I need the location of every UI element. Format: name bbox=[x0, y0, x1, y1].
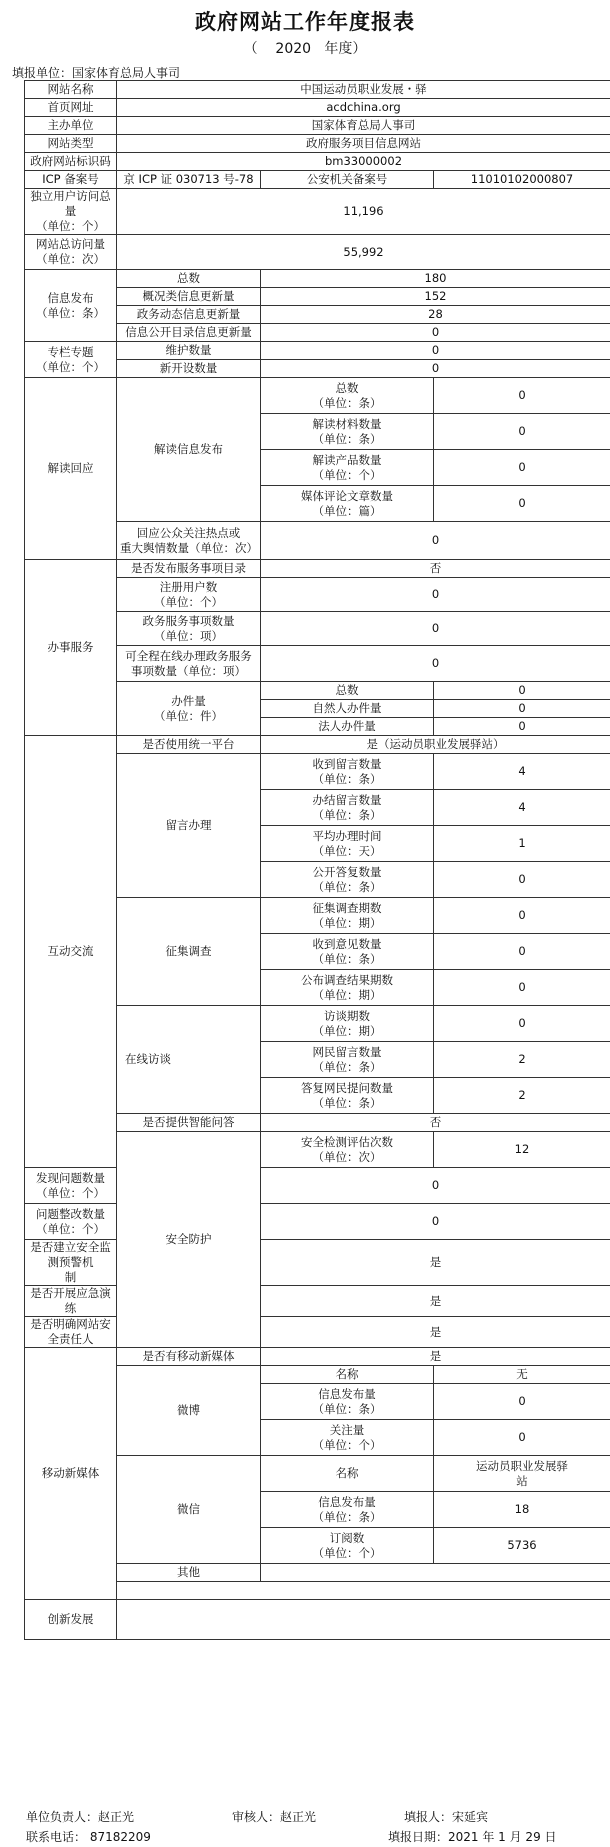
value: 0 bbox=[434, 718, 610, 736]
row-sec-found bbox=[25, 1168, 610, 1204]
label-line: 安全检测评估次数 bbox=[301, 1134, 393, 1149]
value: 否 bbox=[261, 560, 610, 578]
value: 4 bbox=[434, 790, 610, 826]
label: 是否明确网站安全责任人 bbox=[25, 1317, 117, 1348]
label-line: 办结留言数量 bbox=[312, 792, 382, 807]
row-topic-maintain bbox=[25, 342, 610, 360]
value: 0 bbox=[261, 578, 610, 612]
label bbox=[117, 612, 261, 646]
value: 0 bbox=[434, 450, 610, 486]
label-line: 是否建立安全监测预警机 bbox=[30, 1240, 111, 1269]
label-line: 注册用户数 bbox=[159, 579, 218, 594]
unit-line: （单位：条） bbox=[312, 1095, 382, 1110]
row-sec-owner bbox=[25, 1317, 610, 1348]
value: 政府服务项目信息网站 bbox=[117, 135, 610, 153]
value: 0 bbox=[261, 360, 610, 378]
label bbox=[261, 1528, 434, 1564]
value: 11,196 bbox=[117, 189, 610, 235]
unit-line: （单位：个） bbox=[36, 219, 105, 233]
label-line: 征集调查期数 bbox=[312, 900, 382, 915]
label-line: 信息发布量 bbox=[318, 1386, 376, 1401]
label: 是否使用统一平台 bbox=[117, 736, 261, 754]
label: 维护数量 bbox=[117, 342, 261, 360]
row-info-total bbox=[25, 270, 610, 288]
label bbox=[261, 1078, 434, 1114]
label-line: 公开答复数量 bbox=[312, 864, 382, 879]
label bbox=[261, 1006, 434, 1042]
label bbox=[261, 1492, 434, 1528]
label-line: 答复网民提问数量 bbox=[301, 1080, 393, 1095]
value: 0 bbox=[261, 324, 610, 342]
label bbox=[261, 1042, 434, 1078]
row-sec-drill bbox=[25, 1286, 610, 1317]
label: 法人办件量 bbox=[261, 718, 434, 736]
label bbox=[117, 522, 261, 560]
sub-weibo: 微博 bbox=[117, 1366, 261, 1456]
value: acdchina.org bbox=[117, 99, 610, 117]
label bbox=[261, 450, 434, 486]
unit-line: （单位：件） bbox=[154, 708, 223, 723]
row-service-catalog bbox=[25, 560, 610, 578]
footer-reviewer: 审核人：赵正光 bbox=[232, 1810, 317, 1824]
value: 12 bbox=[434, 1132, 610, 1168]
value: 0 bbox=[434, 1384, 610, 1420]
row-innovation bbox=[25, 1600, 610, 1640]
value: 0 bbox=[434, 1006, 610, 1042]
section-interact: 互动交流 bbox=[25, 736, 117, 1168]
label bbox=[261, 790, 434, 826]
value: 4 bbox=[434, 754, 610, 790]
row-interact-platform bbox=[25, 736, 610, 754]
year-open: （ bbox=[243, 41, 258, 57]
section-topic bbox=[25, 342, 117, 378]
label-line: 收到留言数量 bbox=[312, 756, 382, 771]
value: 0 bbox=[434, 486, 610, 522]
label-line: 专栏专题 bbox=[47, 344, 94, 359]
sub-wechat: 微信 bbox=[117, 1456, 261, 1564]
unit-line: （单位：个） bbox=[312, 1545, 382, 1560]
unit-line: （单位：次） bbox=[36, 252, 105, 266]
label: 名称 bbox=[261, 1366, 434, 1384]
value: 0 bbox=[261, 612, 610, 646]
value: 0 bbox=[434, 934, 610, 970]
label: 其他 bbox=[117, 1564, 261, 1582]
label: 是否提供智能问答 bbox=[117, 1114, 261, 1132]
report-table bbox=[24, 80, 610, 1640]
value: 0 bbox=[261, 522, 610, 560]
value bbox=[434, 1456, 610, 1492]
row-uv bbox=[25, 189, 610, 235]
section-service: 办事服务 bbox=[25, 560, 117, 736]
row-pv bbox=[25, 235, 610, 270]
value: 京 ICP 证 030713 号-78 bbox=[117, 171, 261, 189]
label-line: 重大舆情数量（单位：次） bbox=[120, 540, 258, 555]
value-line: 站 bbox=[516, 1473, 528, 1488]
row-interpret-total bbox=[25, 378, 610, 414]
section-security: 安全防护 bbox=[117, 1132, 261, 1348]
unit-line: （单位：个） bbox=[312, 1437, 382, 1452]
label bbox=[261, 1132, 434, 1168]
label bbox=[261, 486, 434, 522]
label bbox=[261, 934, 434, 970]
label bbox=[261, 826, 434, 862]
label-line: 访谈期数 bbox=[324, 1008, 370, 1023]
value: 是 bbox=[261, 1240, 610, 1286]
value-line: 运动员职业发展驿 bbox=[476, 1458, 568, 1473]
reporting-unit: 填报单位：国家体育总局人事司 bbox=[12, 66, 181, 80]
value: 0 bbox=[261, 1168, 610, 1204]
label-line: 总数 bbox=[335, 380, 359, 395]
label: 是否开展应急演练 bbox=[25, 1286, 117, 1317]
section-innovation: 创新发展 bbox=[25, 1600, 117, 1640]
label-line: 解读材料数量 bbox=[312, 416, 382, 431]
label-line: 制 bbox=[64, 1270, 77, 1284]
label-line: 网站总访问量 bbox=[36, 237, 105, 251]
unit-line: （单位：条） bbox=[312, 879, 382, 894]
unit-line: （单位：条） bbox=[312, 951, 382, 966]
label-line: 回应公众关注热点或 bbox=[136, 525, 241, 540]
label-line: 可全程在线办理政务服务 bbox=[125, 648, 252, 663]
label-line: 问题整改数量 bbox=[36, 1206, 105, 1221]
spacer bbox=[117, 1582, 610, 1600]
label-line: 政务服务事项数量 bbox=[142, 613, 235, 628]
report-title: 政府网站工作年度报表 bbox=[195, 10, 415, 34]
report-year bbox=[0, 38, 610, 58]
label-line: 信息发布量 bbox=[318, 1494, 376, 1509]
label bbox=[261, 862, 434, 898]
value: 2 bbox=[434, 1042, 610, 1078]
label bbox=[261, 1384, 434, 1420]
value: 是 bbox=[261, 1286, 610, 1317]
unit-line: （单位：条） bbox=[312, 1401, 382, 1416]
value: bm33000002 bbox=[117, 153, 610, 171]
label: 名称 bbox=[261, 1456, 434, 1492]
label-line: 订阅数 bbox=[329, 1530, 365, 1545]
value: 0 bbox=[434, 378, 610, 414]
label bbox=[261, 378, 434, 414]
value bbox=[261, 1564, 610, 1582]
label-line: 发现问题数量 bbox=[36, 1170, 105, 1185]
label: 政府网站标识码 bbox=[25, 153, 117, 171]
row-sec-fixed bbox=[25, 1204, 610, 1240]
sub-cases bbox=[117, 682, 261, 736]
year-value: 2020 bbox=[275, 41, 312, 57]
unit-line: （单位：项） bbox=[154, 628, 223, 643]
label-line: 解读产品数量 bbox=[312, 452, 382, 467]
value: 11010102000807 bbox=[434, 171, 610, 189]
label: 是否发布服务事项目录 bbox=[117, 560, 261, 578]
row-icp bbox=[25, 171, 610, 189]
value: 是 bbox=[261, 1348, 610, 1366]
label-line: 网民留言数量 bbox=[312, 1044, 382, 1059]
footer-phone: 联系电话： 87182209 bbox=[26, 1830, 151, 1844]
label-line: 平均办理时间 bbox=[312, 828, 382, 843]
row-site-name bbox=[25, 81, 610, 99]
label: 总数 bbox=[117, 270, 261, 288]
row-mobile-has bbox=[25, 1348, 610, 1366]
footer-head: 单位负责人：赵正光 bbox=[26, 1810, 135, 1824]
value: 0 bbox=[434, 682, 610, 700]
value: 5736 bbox=[434, 1528, 610, 1564]
unit-line: （单位：期） bbox=[312, 987, 382, 1002]
value: 55,992 bbox=[117, 235, 610, 270]
label-line: 独立用户访问总量 bbox=[30, 189, 111, 218]
label bbox=[261, 414, 434, 450]
label: 自然人办件量 bbox=[261, 700, 434, 718]
label-line: 办件量 bbox=[171, 693, 206, 708]
value: 0 bbox=[261, 1204, 610, 1240]
value: 0 bbox=[434, 1420, 610, 1456]
unit-line: （单位：个） bbox=[36, 1185, 105, 1200]
label bbox=[25, 1204, 117, 1240]
label bbox=[261, 1420, 434, 1456]
label: 新开设数量 bbox=[117, 360, 261, 378]
value: 0 bbox=[434, 898, 610, 934]
value: 0 bbox=[434, 700, 610, 718]
label bbox=[261, 970, 434, 1006]
value: 无 bbox=[434, 1366, 610, 1384]
row-host bbox=[25, 117, 610, 135]
value: 28 bbox=[261, 306, 610, 324]
value: 0 bbox=[261, 646, 610, 682]
section-info bbox=[25, 270, 117, 342]
label bbox=[25, 1168, 117, 1204]
label: 信息公开目录信息更新量 bbox=[117, 324, 261, 342]
unit-line: （单位：次） bbox=[312, 1149, 382, 1164]
unit-line: （单位：条） bbox=[36, 305, 105, 320]
value: 1 bbox=[434, 826, 610, 862]
value: 0 bbox=[434, 862, 610, 898]
year-suffix: 年度） bbox=[324, 41, 367, 57]
unit-line: （单位：条） bbox=[312, 807, 382, 822]
unit-line: （单位：期） bbox=[312, 915, 382, 930]
sub-msg: 留言办理 bbox=[117, 754, 261, 898]
value: 是（运动员职业发展驿站） bbox=[261, 736, 610, 754]
unit-line: （单位：个） bbox=[154, 594, 223, 609]
sub-interpret-publish: 解读信息发布 bbox=[117, 378, 261, 522]
unit-line: （单位：条） bbox=[312, 771, 382, 786]
label-line: 公布调查结果期数 bbox=[301, 972, 393, 987]
label: 网站名称 bbox=[25, 81, 117, 99]
unit-line: （单位：条） bbox=[312, 1509, 382, 1524]
label: 总数 bbox=[261, 682, 434, 700]
row-type bbox=[25, 135, 610, 153]
value bbox=[117, 1600, 610, 1640]
unit-line: （单位：个） bbox=[312, 467, 382, 482]
label: 是否有移动新媒体 bbox=[117, 1348, 261, 1366]
value: 0 bbox=[434, 970, 610, 1006]
label: 政务动态信息更新量 bbox=[117, 306, 261, 324]
sub-survey: 征集调查 bbox=[117, 898, 261, 1006]
label: ICP 备案号 bbox=[25, 171, 117, 189]
label-line: 收到意见数量 bbox=[312, 936, 382, 951]
unit-line: （单位：个） bbox=[36, 1221, 105, 1236]
unit-line: （单位：条） bbox=[312, 395, 382, 410]
section-mobile: 移动新媒体 bbox=[25, 1348, 117, 1600]
section-interpret: 解读回应 bbox=[25, 378, 117, 560]
label: 网站类型 bbox=[25, 135, 117, 153]
label-line: 媒体评论文章数量 bbox=[301, 488, 393, 503]
label-line: 事项数量（单位：项） bbox=[131, 663, 246, 678]
value: 中国运动员职业发展・驿 bbox=[117, 81, 610, 99]
value: 国家体育总局人事司 bbox=[117, 117, 610, 135]
value: 18 bbox=[434, 1492, 610, 1528]
unit-line: （单位：期） bbox=[312, 1023, 382, 1038]
row-site-id bbox=[25, 153, 610, 171]
value: 2 bbox=[434, 1078, 610, 1114]
label bbox=[261, 898, 434, 934]
label: 首页网址 bbox=[25, 99, 117, 117]
label-line: 信息发布 bbox=[47, 290, 94, 305]
label-line: 关注量 bbox=[329, 1422, 365, 1437]
unit-line: （单位：篇） bbox=[312, 503, 382, 518]
unit-line: （单位：天） bbox=[312, 843, 382, 858]
label: 主办单位 bbox=[25, 117, 117, 135]
value: 0 bbox=[434, 414, 610, 450]
row-homepage bbox=[25, 99, 610, 117]
value: 否 bbox=[261, 1114, 610, 1132]
value: 152 bbox=[261, 288, 610, 306]
value: 是 bbox=[261, 1317, 610, 1348]
footer-date: 填报日期：2021 年 1 月 29 日 bbox=[388, 1830, 557, 1844]
footer-filler: 填报人：宋延宾 bbox=[404, 1810, 489, 1824]
label: 概况类信息更新量 bbox=[117, 288, 261, 306]
label bbox=[25, 189, 117, 235]
unit-line: （单位：条） bbox=[312, 431, 382, 446]
label bbox=[25, 1240, 117, 1286]
label bbox=[261, 754, 434, 790]
label bbox=[117, 646, 261, 682]
value: 180 bbox=[261, 270, 610, 288]
sub-interview: 在线访谈 bbox=[117, 1006, 261, 1114]
value: 0 bbox=[261, 342, 610, 360]
label bbox=[117, 578, 261, 612]
unit-line: （单位：条） bbox=[312, 1059, 382, 1074]
label: 公安机关备案号 bbox=[261, 171, 434, 189]
row-sec-alarm bbox=[25, 1240, 610, 1286]
unit-line: （单位：个） bbox=[36, 359, 105, 374]
label bbox=[25, 235, 117, 270]
